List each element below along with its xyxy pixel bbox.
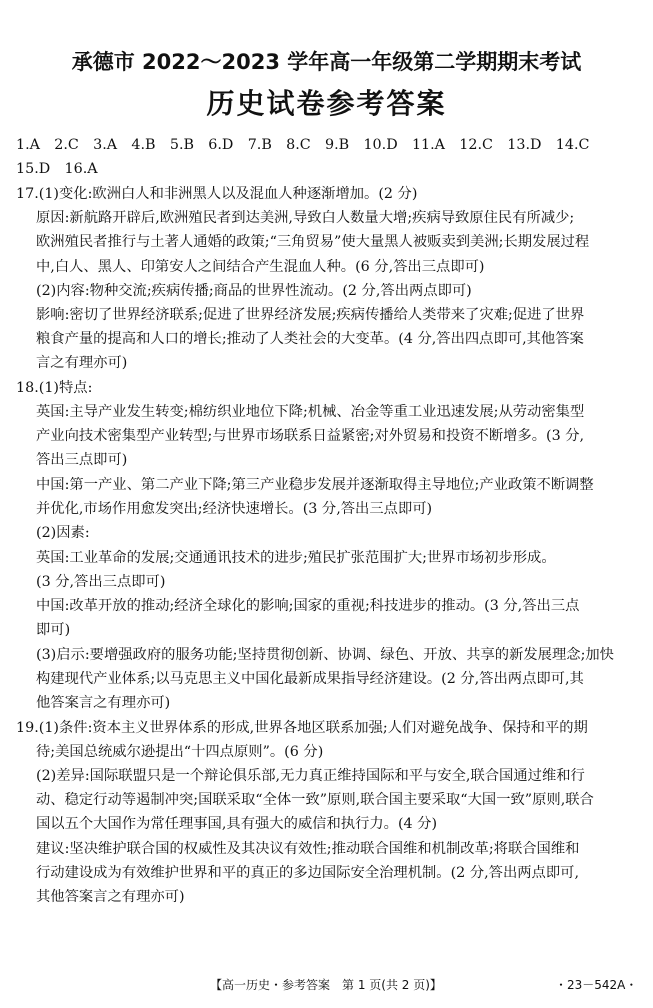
- answer-text-line: 中,白人、黑人、印第安人之间结合产生混血人种。(6 分,答出三点即可): [36, 259, 485, 275]
- answer-text-line: 其他答案言之有理亦可): [36, 889, 185, 905]
- answer-text-line: 影响:密切了世界经济联系;促进了世界经济发展;疾病传播给人类带来了灾难;促进了世界: [36, 307, 585, 323]
- answer-text-line: 中国:第一产业、第二产业下降;第三产业稳步发展并逐渐取得主导地位;产业政策不断调整: [36, 477, 594, 493]
- answer-text-line: 并优化,市场作用愈发突出;经济快速增长。(3 分,答出三点即可): [36, 501, 433, 517]
- answer-text-line: 动、稳定行动等遏制冲突;国联采取“全体一致”原则,联合国主要采取“大国一致”原则,联合: [36, 792, 594, 808]
- answer-text-line: 英国:工业革命的发展;交通通讯技术的进步;殖民扩张范围扩大;世界市场初步形成。: [36, 550, 556, 566]
- mc-answer-line: 15.D 16.A: [16, 161, 98, 177]
- answer-text-line: (2)内容:物种交流;疾病传播;商品的世界性流动。(2 分,答出两点即可): [36, 283, 472, 299]
- answer-text-line: 构建现代产业体系;以马克思主义中国化最新成果指导经济建设。(2 分,答出两点即可,其: [36, 671, 584, 687]
- answer-text-line: 19.(1)条件:资本主义世界体系的形成,世界各地区联系加强;人们对避免战争、保持和平的期: [16, 720, 588, 736]
- answer-text-line: 国以五个大国作为常任理事国,具有强大的威信和执行力。(4 分): [36, 816, 438, 832]
- page-title: 历史试卷参考答案: [206, 87, 447, 120]
- mc-answer-line: 1.A 2.C 3.A 4.B 5.B 6.D 7.B 8.C 9.B 10.D 11.A 12.C 13.D 14.C: [16, 137, 590, 153]
- answer-text-line: 中国:改革开放的推动;经济全球化的影响;国家的重视;科技进步的推动。(3 分,答出三点: [36, 598, 580, 614]
- answer-text-line: 17.(1)变化:欧洲白人和非洲黑人以及混血人种逐渐增加。(2 分): [16, 186, 418, 202]
- answer-text-line: 18.(1)特点:: [16, 380, 93, 396]
- answer-text-line: 答出三点即可): [36, 452, 128, 468]
- answer-text-line: 英国:主导产业发生转变;棉纺织业地位下降;机械、冶金等重工业迅速发展;从劳动密集型: [36, 404, 585, 420]
- answer-text-line: 粮食产量的提高和人口的增长;推动了人类社会的大变革。(4 分,答出四点即可,其他答案: [36, 331, 584, 347]
- answer-text-line: 言之有理亦可): [36, 355, 128, 371]
- answer-text-line: 产业向技术密集型产业转型;与世界市场联系日益紧密;对外贸易和投资不断增多。(3 分,: [36, 428, 585, 444]
- answer-text-line: 建议:坚决维护联合国的权威性及其决议有效性;推动联合国维和机制改革;将联合国维和: [36, 841, 580, 857]
- answer-text-line: 欧洲殖民者推行与土著人通婚的政策;“三角贸易”使大量黑人被贩卖到美洲;长期发展过程: [36, 234, 590, 250]
- footer-code: ・23－542A・: [555, 978, 638, 992]
- answer-text-line: (2)差异:国际联盟只是一个辩论俱乐部,无力真正维持国际和平与安全,联合国通过维和行: [36, 768, 585, 784]
- answer-text-line: 即可): [36, 622, 71, 638]
- answer-text-line: 他答案言之有理亦可): [36, 695, 171, 711]
- answer-text-line: (3 分,答出三点即可): [36, 574, 166, 590]
- footer-page-info: 【高一历史・参考答案 第 1 页(共 2 页)】: [210, 978, 442, 992]
- answer-text-line: 原因:新航路开辟后,欧洲殖民者到达美洲,导致白人数量大增;疾病导致原住民有所减少;: [36, 210, 575, 226]
- answer-text-line: (2)因素:: [36, 525, 90, 541]
- answer-text-line: 行动建设成为有效维护世界和平的真正的多边国际安全治理机制。(2 分,答出两点即可,: [36, 865, 579, 881]
- exam-title: 承德市 2022～2023 学年高一年级第二学期期末考试: [71, 50, 582, 74]
- answer-text-line: 待;美国总统威尔逊提出“十四点原则”。(6 分): [36, 744, 324, 760]
- answer-text-line: (3)启示:要增强政府的服务功能;坚持贯彻创新、协调、绿色、开放、共享的新发展理念;加快: [36, 647, 614, 663]
